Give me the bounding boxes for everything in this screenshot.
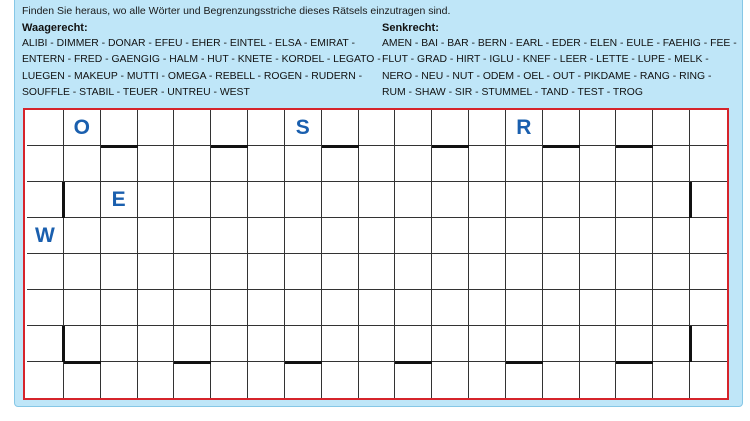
grid-cell[interactable]	[580, 326, 617, 362]
grid-cell[interactable]	[616, 254, 653, 290]
grid-cell[interactable]	[359, 326, 396, 362]
grid-cell[interactable]	[580, 362, 617, 398]
grid-cell[interactable]	[469, 362, 506, 398]
grid-cell[interactable]	[616, 218, 653, 254]
grid-cell[interactable]	[64, 326, 101, 362]
grid-cell[interactable]	[27, 146, 64, 182]
grid-cell[interactable]	[285, 290, 322, 326]
grid-cell[interactable]	[506, 218, 543, 254]
across-line: SOUFFLE - STABIL - TEUER - UNTREU - WEST	[22, 87, 250, 99]
grid-cell[interactable]	[469, 146, 506, 182]
grid-cell[interactable]	[506, 326, 543, 362]
grid-cell[interactable]	[211, 218, 248, 254]
boundary-bar	[62, 182, 65, 218]
grid-cell[interactable]	[469, 218, 506, 254]
grid-cell[interactable]	[174, 290, 211, 326]
boundary-bar	[62, 326, 65, 362]
grid-cell[interactable]	[395, 182, 432, 218]
grid-cell[interactable]	[285, 182, 322, 218]
grid-cell[interactable]	[616, 182, 653, 218]
grid-cell[interactable]	[174, 362, 211, 398]
grid-cell[interactable]	[395, 290, 432, 326]
down-clues	[382, 22, 737, 102]
across-word-list	[22, 36, 381, 102]
grid-cell[interactable]	[395, 362, 432, 398]
grid-cell[interactable]	[506, 290, 543, 326]
grid-cell[interactable]	[653, 254, 690, 290]
grid-cell[interactable]	[395, 254, 432, 290]
boundary-bar	[432, 145, 469, 148]
grid-cell[interactable]	[432, 110, 469, 146]
boundary-bar	[506, 361, 543, 364]
grid-cell[interactable]	[395, 110, 432, 146]
grid-cell[interactable]	[64, 182, 101, 218]
grid-cell[interactable]	[27, 290, 64, 326]
grid-cell[interactable]	[580, 110, 617, 146]
grid-cell[interactable]	[138, 290, 175, 326]
grid-cell[interactable]	[580, 218, 617, 254]
grid-cell[interactable]: E	[101, 182, 138, 218]
grid-cell[interactable]	[506, 362, 543, 398]
grid-cell[interactable]	[285, 326, 322, 362]
boundary-bar	[174, 361, 211, 364]
grid-cell[interactable]	[64, 218, 101, 254]
grid-cell[interactable]	[101, 326, 138, 362]
grid-cell[interactable]	[469, 254, 506, 290]
grid-cell[interactable]	[211, 362, 248, 398]
grid-cell[interactable]	[27, 326, 64, 362]
grid-cell[interactable]	[543, 290, 580, 326]
grid-cell[interactable]	[690, 146, 727, 182]
grid-cell[interactable]: S	[285, 110, 322, 146]
across-heading: Waagerecht:	[22, 22, 88, 34]
grid-cell[interactable]	[211, 290, 248, 326]
grid-cell[interactable]	[543, 110, 580, 146]
grid-cell[interactable]	[359, 146, 396, 182]
grid-cell[interactable]	[174, 254, 211, 290]
grid-cell[interactable]: O	[64, 110, 101, 146]
grid-cell[interactable]	[138, 146, 175, 182]
grid-cell[interactable]	[174, 182, 211, 218]
grid-cell[interactable]	[285, 146, 322, 182]
grid-cell[interactable]	[506, 254, 543, 290]
grid-cell[interactable]	[395, 218, 432, 254]
grid-cell[interactable]	[101, 254, 138, 290]
boundary-bar	[285, 361, 322, 364]
grid-cell[interactable]	[690, 290, 727, 326]
grid-cell[interactable]	[653, 146, 690, 182]
grid-cell[interactable]	[174, 326, 211, 362]
down-line: AMEN - BAI - BAR - BERN - EARL - EDER - ELEN - EULE - FAEHIG - FEE -	[382, 38, 737, 49]
grid-cell[interactable]	[248, 326, 285, 362]
grid-cell[interactable]	[506, 146, 543, 182]
boundary-bar	[64, 361, 101, 364]
grid-cell[interactable]	[285, 254, 322, 290]
grid-cell[interactable]	[690, 218, 727, 254]
grid-cell[interactable]	[101, 218, 138, 254]
grid-cell[interactable]	[469, 110, 506, 146]
across-clues	[22, 22, 381, 102]
grid-cell[interactable]	[27, 254, 64, 290]
grid-cell[interactable]	[543, 326, 580, 362]
grid-cell[interactable]	[211, 182, 248, 218]
boundary-bar	[211, 145, 248, 148]
grid-cell[interactable]	[395, 146, 432, 182]
grid-cell[interactable]	[359, 290, 396, 326]
grid-cell[interactable]	[285, 218, 322, 254]
grid-cell[interactable]	[64, 290, 101, 326]
grid-cell[interactable]: W	[27, 218, 64, 254]
grid-cell[interactable]	[174, 218, 211, 254]
grid-cell[interactable]	[653, 290, 690, 326]
across-line: LUEGEN - MAKEUP - MUTTI - OMEGA - REBELL - ROGEN - RUDERN -	[22, 70, 363, 82]
grid-cell[interactable]	[138, 218, 175, 254]
boundary-bar	[616, 361, 653, 364]
grid-cell[interactable]	[469, 326, 506, 362]
grid-cell[interactable]	[248, 182, 285, 218]
grid-cell[interactable]	[432, 362, 469, 398]
grid-cell[interactable]	[653, 110, 690, 146]
grid-cell[interactable]	[653, 218, 690, 254]
grid-cell[interactable]	[690, 326, 727, 362]
across-line: ENTERN - FRED - GAENGIG - HALM - HUT - KNETE - KORDEL - LEGATO -	[22, 54, 381, 66]
boundary-bar	[322, 145, 359, 148]
grid-cell[interactable]	[580, 182, 617, 218]
grid-cell[interactable]: R	[506, 110, 543, 146]
grid-cell[interactable]	[359, 362, 396, 398]
grid-cell[interactable]	[616, 146, 653, 182]
grid-cell[interactable]	[248, 290, 285, 326]
grid-cell[interactable]	[653, 182, 690, 218]
grid-cell[interactable]	[138, 362, 175, 398]
grid-cell[interactable]	[580, 146, 617, 182]
grid-cell[interactable]	[101, 110, 138, 146]
grid-cell[interactable]	[101, 290, 138, 326]
grid-cell[interactable]	[27, 362, 64, 398]
grid-cell[interactable]	[285, 362, 322, 398]
grid-cell[interactable]	[248, 362, 285, 398]
grid-cell[interactable]	[432, 254, 469, 290]
grid-cell[interactable]	[211, 110, 248, 146]
grid-cell[interactable]	[690, 362, 727, 398]
grid-cell[interactable]	[543, 182, 580, 218]
instruction-text: Finden Sie heraus, wo alle Wörter und Begrenzungsstriche dieses Rätsels einzutragen sind.	[22, 5, 451, 17]
grid-cell[interactable]	[138, 254, 175, 290]
grid-cell[interactable]	[138, 326, 175, 362]
grid-cell[interactable]	[101, 362, 138, 398]
grid-cell[interactable]	[322, 290, 359, 326]
grid-cell[interactable]	[248, 254, 285, 290]
grid-cell[interactable]	[690, 254, 727, 290]
grid-cell[interactable]	[322, 146, 359, 182]
grid-cell[interactable]	[506, 182, 543, 218]
grid-cell[interactable]	[432, 182, 469, 218]
down-line: NERO - NEU - NUT - ODEM - OEL - OUT - PIKDAME - RANG - RING -	[382, 70, 712, 82]
boundary-bar	[543, 145, 580, 148]
grid-cell[interactable]	[653, 362, 690, 398]
grid-cell[interactable]	[174, 146, 211, 182]
grid-cell[interactable]	[322, 254, 359, 290]
grid-cell[interactable]	[580, 290, 617, 326]
grid-cell[interactable]	[432, 290, 469, 326]
down-heading: Senkrecht:	[382, 22, 439, 34]
grid-cell[interactable]	[359, 182, 396, 218]
grid-cell[interactable]	[580, 254, 617, 290]
grid-cell[interactable]	[616, 362, 653, 398]
grid-cell[interactable]	[322, 362, 359, 398]
boundary-bar	[101, 145, 138, 148]
grid-cell[interactable]	[248, 218, 285, 254]
grid-cell[interactable]	[653, 326, 690, 362]
grid-cell[interactable]	[690, 110, 727, 146]
grid-cell[interactable]	[64, 146, 101, 182]
grid-cell[interactable]	[174, 110, 211, 146]
grid-cell[interactable]	[27, 182, 64, 218]
grid-cell[interactable]	[64, 254, 101, 290]
grid-cell[interactable]	[432, 326, 469, 362]
grid-cell[interactable]	[211, 326, 248, 362]
grid-cell[interactable]	[616, 290, 653, 326]
grid-cell[interactable]	[359, 110, 396, 146]
grid-cell[interactable]	[322, 326, 359, 362]
down-line: RUM - SHAW - SIR - STUMMEL - TAND - TEST - TROG	[382, 87, 643, 99]
grid-cell[interactable]	[138, 110, 175, 146]
grid-cell[interactable]	[395, 326, 432, 362]
grid-cell[interactable]	[543, 254, 580, 290]
grid-cell[interactable]	[211, 254, 248, 290]
grid-cell[interactable]	[322, 182, 359, 218]
grid-cell[interactable]	[543, 362, 580, 398]
grid-cell[interactable]	[248, 146, 285, 182]
grid-cell[interactable]	[690, 182, 727, 218]
grid-cell[interactable]	[432, 218, 469, 254]
boundary-bar	[395, 361, 432, 364]
grid-cell[interactable]	[543, 218, 580, 254]
grid-cell[interactable]	[322, 110, 359, 146]
grid-cell[interactable]	[469, 290, 506, 326]
grid-cell[interactable]	[138, 182, 175, 218]
grid-cell[interactable]	[543, 146, 580, 182]
puzzle-grid	[27, 110, 727, 398]
grid-cell[interactable]	[64, 362, 101, 398]
grid-cell[interactable]	[616, 326, 653, 362]
grid-cell[interactable]	[101, 146, 138, 182]
down-line: FLUT - GRAD - HIRT - IGLU - KNEF - LEER - LETTE - LUPE - MELK -	[382, 54, 709, 66]
boundary-bar	[616, 145, 653, 148]
grid-cell[interactable]	[322, 218, 359, 254]
grid-cell[interactable]	[469, 182, 506, 218]
grid-cell[interactable]	[359, 254, 396, 290]
across-line: ALIBI - DIMMER - DONAR - EFEU - EHER - EINTEL - ELSA - EMIRAT -	[22, 38, 355, 49]
grid-cell[interactable]	[27, 110, 64, 146]
grid-cell[interactable]	[211, 146, 248, 182]
grid-cell[interactable]	[359, 218, 396, 254]
grid-cell[interactable]	[616, 110, 653, 146]
grid-cell[interactable]	[432, 146, 469, 182]
grid-cell[interactable]	[248, 110, 285, 146]
down-word-list	[382, 36, 737, 102]
boundary-bar	[689, 326, 692, 362]
boundary-bar	[689, 182, 692, 218]
